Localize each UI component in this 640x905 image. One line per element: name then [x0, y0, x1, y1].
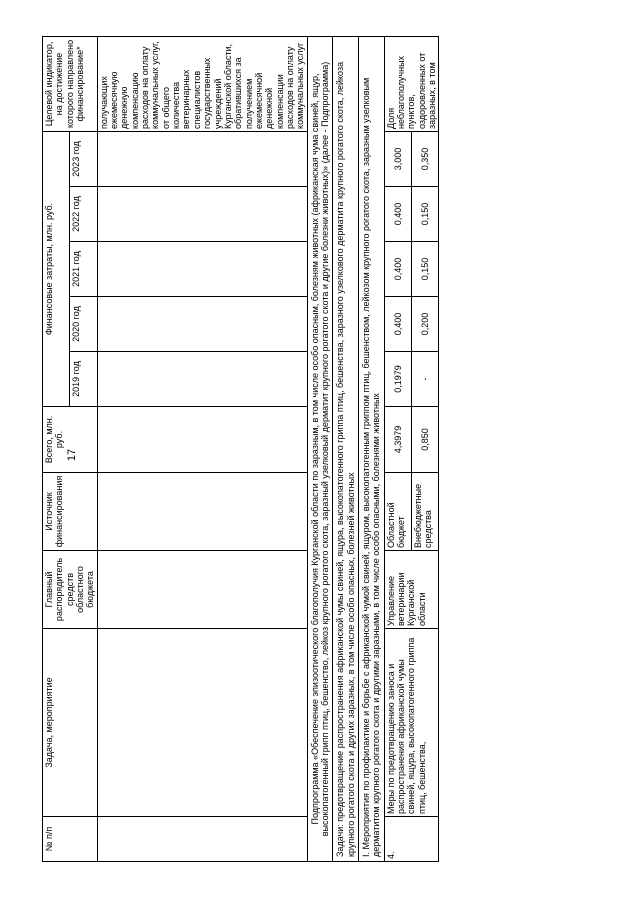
- total-cell: 0,850: [412, 407, 439, 473]
- col-indicator-header: Целевой индикатор, на достижение которого направлено финансирование*: [43, 36, 98, 131]
- col-no-header: № п/п: [43, 817, 98, 862]
- year-header: 2023 год: [70, 131, 97, 186]
- continued-indicator: получающих ежемесячную денежную компенсацию расходов на оплату коммунальных услуг, от общего количества ветеринарных специалистов государственных учреждений Курганской области, обратившихся за получением ежемесячной денежной компенсации расходов на оплату коммунальных услуг: [97, 36, 307, 131]
- continued-row: [97, 36, 307, 861]
- year-header: 2020 год: [70, 297, 97, 352]
- source-cell: Областной бюджет: [384, 473, 411, 551]
- year-value: 0,200: [412, 297, 439, 352]
- year-value: -: [412, 352, 439, 407]
- source-cell: Внебюджетные средства: [412, 473, 439, 551]
- col-manager-header: Главный распорядитель средств областного бюджета: [43, 551, 98, 629]
- section-title: I. Мероприятия по профилактике и борьбе с африканской чумой свиней, ящуром, высокопатогенным гриппом птиц, бешенством, лейкозом крупного рогатого скота, заразным узелковым дерматитом крупного рогатого скота и другими заразными, в том числе особо опасными, болезнями животных: [358, 36, 384, 861]
- subprogram-row: [307, 36, 333, 861]
- col-task-header: Задача, мероприятие: [43, 629, 98, 817]
- task-row: [333, 36, 359, 861]
- row-manager: Управление ветеринарии Курганской области: [384, 551, 439, 629]
- year-header: 2021 год: [70, 242, 97, 297]
- col-costs-header: Финансовые затраты, млн. руб.: [43, 131, 70, 406]
- task-text: Задачи: предотвращение распространения африканской чумы свиней, ящура, высокопатогенного гриппа птиц, бешенства, заразного узелкового дерматита крупного рогатого скота, лейкоза крупного рогатого скота и других заразных, в том числе особо опасных, болезней животных: [333, 36, 359, 861]
- rotated-page: [42, 37, 580, 862]
- year-value: 0,400: [384, 242, 411, 297]
- col-total-header: Всего, млн. руб.: [43, 407, 98, 473]
- page-number: 17: [66, 448, 78, 462]
- year-value: 3,000: [384, 131, 411, 186]
- table-row: [384, 36, 411, 861]
- year-value: 0,1979: [384, 352, 411, 407]
- year-value: 0,400: [384, 297, 411, 352]
- total-cell: 4,3979: [384, 407, 411, 473]
- col-source-header: Источник финансирования: [43, 473, 98, 551]
- section-row: [358, 36, 384, 861]
- year-header: 2022 год: [70, 187, 97, 242]
- row-number: 4.: [384, 817, 439, 862]
- row-indicator: Доля неблагополучных пунктов, оздоровленных от заразных, в том: [384, 36, 439, 131]
- header-row: [43, 36, 70, 861]
- year-value: 0,350: [412, 131, 439, 186]
- year-value: 0,150: [412, 242, 439, 297]
- year-value: 0,150: [412, 187, 439, 242]
- subprogram-title: Подпрограмма «Обеспечение эпизоотического благополучия Курганской области по заразным, в том числе особо опасным, болезням животных (африканская чума свиней, ящур, высокопатогенный грипп птиц, бешенство, лейкоз крупного рогатого скота, заразный узелковый дерматит крупного рогатого скота и другие болезни животных)» (далее - Подпрограмма): [307, 36, 333, 861]
- financing-table: [42, 36, 439, 862]
- row-task: Меры по предотвращению заноса и распространения африканской чумы свиней, ящура, высокопатогенного гриппа птиц, бешенства,: [384, 629, 439, 817]
- year-value: 0,400: [384, 187, 411, 242]
- year-header: 2019 год: [70, 352, 97, 407]
